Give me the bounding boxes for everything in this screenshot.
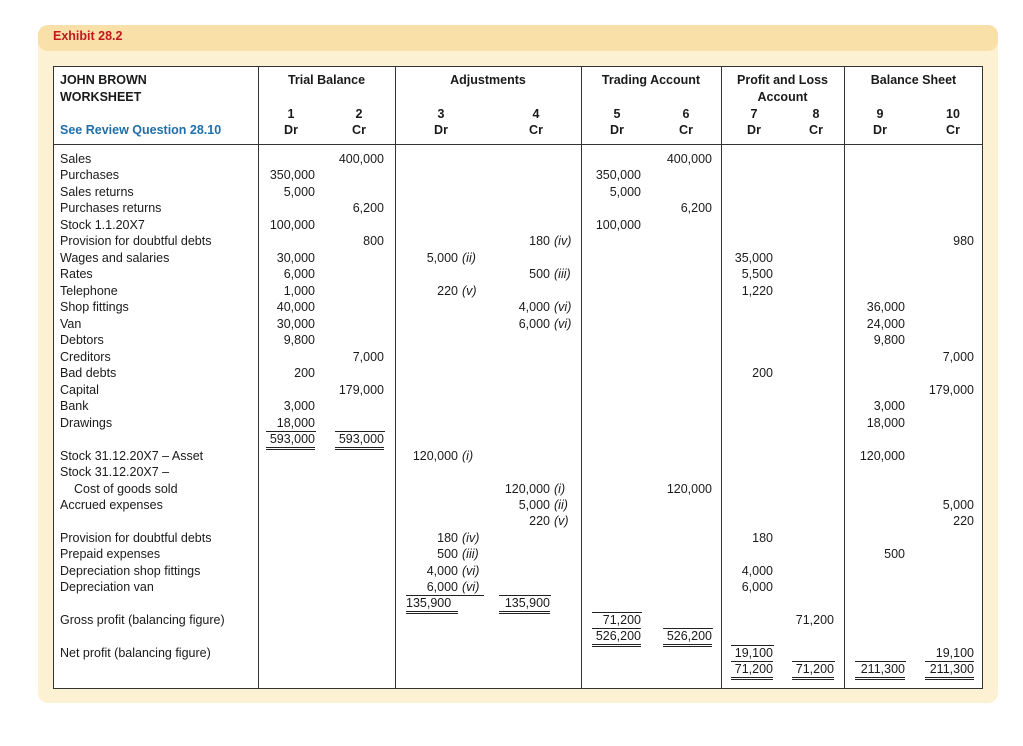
cell: 40,000: [276, 300, 315, 314]
cell: 18,000: [276, 416, 315, 430]
row-label: Bad debts: [60, 366, 117, 380]
cell: 6,000: [741, 580, 773, 594]
col-number: 2: [355, 107, 363, 121]
row-label: Accrued expenses: [60, 498, 163, 512]
cell-ref: (vi): [554, 317, 572, 331]
cell: 18,000: [866, 416, 905, 430]
row-label: Depreciation shop fittings: [60, 564, 201, 578]
row-label: Stock 31.12.20X7 – Asset: [60, 449, 204, 463]
cell: 1,000: [283, 284, 315, 298]
row-label: Bank: [60, 399, 89, 413]
exhibit-header-bar: [38, 25, 998, 51]
cell: 500: [437, 547, 458, 561]
group-profit-loss-line2: Account: [757, 90, 808, 104]
group-profit-loss: Profit and Loss: [737, 73, 828, 87]
row-label: Capital: [60, 383, 99, 397]
column-divider: [581, 66, 582, 689]
row-label: Cost of goods sold: [74, 482, 178, 496]
cell: 500: [884, 547, 905, 561]
total-cell: 211,300: [925, 662, 974, 680]
cell: 1,220: [741, 284, 773, 298]
cell: 100,000: [269, 218, 315, 232]
row-label: Purchases: [60, 168, 120, 182]
row-label: Provision for doubtful debts: [60, 531, 212, 545]
total-cell: 135,900: [499, 596, 550, 614]
row-label: Stock 1.1.20X7: [60, 218, 145, 232]
cell: 6,000: [426, 580, 458, 594]
col-number: 8: [812, 107, 820, 121]
cell: 24,000: [866, 317, 905, 331]
cell: 3,000: [283, 399, 315, 413]
cell: 4,000: [426, 564, 458, 578]
group-adjustments: Adjustments: [450, 73, 526, 87]
col-number: 4: [532, 107, 540, 121]
cell-ref: (vi): [462, 580, 480, 594]
row-label: Sales returns: [60, 185, 134, 199]
row-label: Purchases returns: [60, 201, 162, 215]
cell-ref: (iii): [462, 547, 479, 561]
col-side: Dr: [610, 123, 624, 137]
cell-ref: (v): [554, 514, 569, 528]
cell: 7,000: [352, 350, 384, 364]
cell: 9,800: [873, 333, 905, 347]
row-label: Provision for doubtful debts: [60, 234, 212, 248]
cell: 19,100: [731, 646, 773, 662]
col-side: Dr: [284, 123, 298, 137]
cell: 120,000: [666, 482, 712, 496]
cell: 200: [294, 366, 315, 380]
cell: 800: [363, 234, 384, 248]
cell: 350,000: [269, 168, 315, 182]
col-number: 6: [682, 107, 690, 121]
col-side: Cr: [679, 123, 693, 137]
cell-ref: (iii): [554, 267, 571, 281]
cell: 36,000: [866, 300, 905, 314]
cell: 220: [437, 284, 458, 298]
cell-ref: (vi): [462, 564, 480, 578]
cell: 400,000: [338, 152, 384, 166]
cell: 5,000: [426, 251, 458, 265]
col-side: Cr: [529, 123, 543, 137]
column-divider: [395, 66, 396, 689]
cell: 19,100: [925, 646, 974, 662]
cell: 5,000: [942, 498, 974, 512]
col-side: Cr: [352, 123, 366, 137]
company-name: JOHN BROWN: [60, 73, 147, 87]
cell: 71,200: [795, 613, 834, 627]
col-number: 7: [750, 107, 758, 121]
cell-ref: (i): [462, 449, 474, 463]
row-label: Depreciation van: [60, 580, 154, 594]
row-label: Sales: [60, 152, 92, 166]
total-cell: 526,200: [592, 629, 641, 647]
cell: 6,000: [518, 317, 550, 331]
cell: 120,000: [859, 449, 905, 463]
cell: 200: [752, 366, 773, 380]
total-cell: 593,000: [335, 432, 384, 450]
col-number: 9: [876, 107, 884, 121]
col-number: 10: [946, 107, 960, 121]
col-number: 5: [613, 107, 621, 121]
cell: 30,000: [276, 317, 315, 331]
col-number: 1: [287, 107, 295, 121]
col-side: Cr: [946, 123, 960, 137]
col-number: 3: [437, 107, 445, 121]
cell: 6,200: [352, 201, 384, 215]
cell: 3,000: [873, 399, 905, 413]
cell-ref: (ii): [554, 498, 568, 512]
cell: 980: [953, 234, 974, 248]
cell: 220: [953, 514, 974, 528]
cell: 179,000: [338, 383, 384, 397]
cell: 30,000: [276, 251, 315, 265]
cell-ref: (iv): [462, 531, 480, 545]
total-cell: 211,300: [855, 662, 905, 680]
cell: 120,000: [504, 482, 550, 496]
row-label: Van: [60, 317, 82, 331]
header-divider: [53, 144, 983, 145]
row-label: Drawings: [60, 416, 113, 430]
cell: 5,000: [518, 498, 550, 512]
row-label: Creditors: [60, 350, 111, 364]
col-side: Dr: [747, 123, 761, 137]
row-label: Gross profit (balancing figure): [60, 613, 225, 627]
cell: 71,200: [592, 613, 641, 629]
cell: 5,000: [283, 185, 315, 199]
cell-ref: (v): [462, 284, 477, 298]
cell: 35,000: [734, 251, 773, 265]
cell: 220: [529, 514, 550, 528]
total-cell: 135,900: [406, 596, 458, 614]
cell: 180: [437, 531, 458, 545]
cell: 9,800: [283, 333, 315, 347]
cell: 180: [752, 531, 773, 545]
cell: 4,000: [741, 564, 773, 578]
total-cell: 71,200: [731, 662, 773, 680]
cell: 350,000: [595, 168, 641, 182]
cell-ref: (vi): [554, 300, 572, 314]
cell: 179,000: [928, 383, 974, 397]
cell: 5,000: [609, 185, 641, 199]
col-side: Cr: [809, 123, 823, 137]
row-label: Telephone: [60, 284, 118, 298]
cell: 4,000: [518, 300, 550, 314]
cell-ref: (ii): [462, 251, 476, 265]
row-label: Wages and salaries: [60, 251, 170, 265]
col-side: Dr: [434, 123, 448, 137]
cell-ref: (i): [554, 482, 566, 496]
cell: 6,200: [680, 201, 712, 215]
worksheet-title: WORKSHEET: [60, 90, 142, 104]
row-label: Stock 31.12.20X7 –: [60, 465, 170, 479]
cell: 6,000: [283, 267, 315, 281]
total-cell: 593,000: [266, 432, 315, 450]
cell: 7,000: [942, 350, 974, 364]
cell: 180: [529, 234, 550, 248]
total-cell: 526,200: [663, 629, 712, 647]
cell: 400,000: [666, 152, 712, 166]
cell: 120,000: [412, 449, 458, 463]
total-cell: 71,200: [792, 662, 834, 680]
row-label: Net profit (balancing figure): [60, 646, 211, 660]
group-balance-sheet: Balance Sheet: [870, 73, 957, 87]
row-label: Rates: [60, 267, 93, 281]
col-side: Dr: [873, 123, 887, 137]
cell: 100,000: [595, 218, 641, 232]
cell: 500: [529, 267, 550, 281]
group-trial-balance: Trial Balance: [287, 73, 366, 87]
exhibit-title: Exhibit 28.2: [53, 29, 123, 43]
column-divider: [844, 66, 845, 689]
cell: 5,500: [741, 267, 773, 281]
row-label: Prepaid expenses: [60, 547, 161, 561]
row-label: Shop fittings: [60, 300, 129, 314]
cell-ref: (iv): [554, 234, 572, 248]
group-trading-account: Trading Account: [601, 73, 701, 87]
row-label: Debtors: [60, 333, 104, 347]
review-question-link[interactable]: See Review Question 28.10: [60, 123, 222, 137]
